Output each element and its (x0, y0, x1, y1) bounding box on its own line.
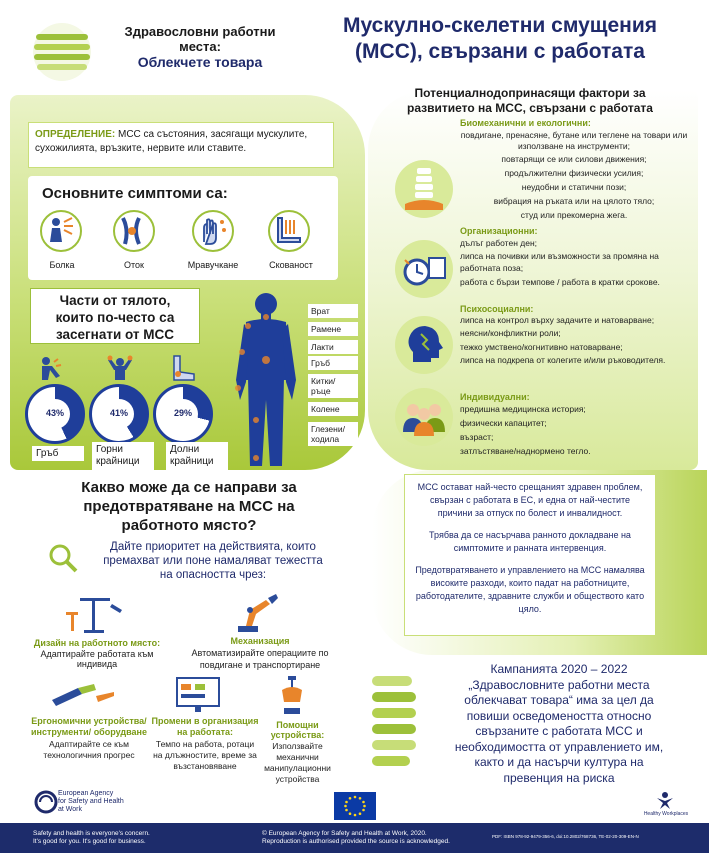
definition-label: ОПРЕДЕЛЕНИЕ: (35, 129, 116, 140)
organisation-title: Промени в организация на работата: (151, 716, 259, 737)
risk-factors-title-line1: Потенциалнодопринасящи фактори за (414, 86, 646, 100)
campaign-line-7: както и да насърчи култура на (474, 755, 644, 769)
stat-label-upper: Горни крайници (92, 442, 154, 470)
upper-limb-icon (104, 354, 136, 382)
workstation-icon (62, 592, 126, 634)
symptom-label-tingling: Мравучкане (187, 260, 239, 270)
spine-icon (395, 160, 453, 218)
mechanisation-title: Механизация (230, 636, 290, 646)
risk-item: работа с бързи темпове / работа в кратки срокове. (460, 277, 660, 287)
symptom-label-swelling: Оток (124, 260, 144, 270)
body-parts-title-line2: които по-често са (55, 310, 175, 325)
organisation-text: Темпо на работа, ротаци на длъжностите, време за възстановяване (153, 739, 257, 771)
prevention-title-line3: работното място? (121, 517, 257, 534)
definition-text: МСС са състояния, засягащи мускулите, сухожилията, връзките, нервите или ставите. (35, 129, 308, 154)
campaign-line-6: необходимостта от управлението им, (454, 739, 664, 754)
body-part-shoulders: Рамене (308, 322, 358, 336)
definition-box (28, 122, 334, 168)
prevention-intro-line3: на опасността чрез: (159, 569, 267, 581)
organisation-board-icon (175, 676, 221, 712)
symptom-label-pain: Болка (49, 260, 75, 270)
body-part-wrists: Китки/ ръце (308, 374, 358, 398)
risk-item: вибрация на ръката или на цялото тяло; (493, 196, 655, 206)
symptom-label-stiffness: Скованост (269, 260, 313, 270)
risk-item: дълъг работен ден; (460, 238, 538, 248)
design-title: Дизайн на работното място: (33, 638, 161, 648)
risk-group-biomechanical-head: Биомеханични и екологични: (460, 118, 591, 128)
symptoms-title: Основните симптоми са: (42, 185, 228, 202)
campaign-line3: Облекчете товара (137, 54, 263, 70)
risk-item: липса на контрол върху задачите и натоварване; (460, 315, 655, 325)
risk-item: неясни/конфликтни роли; (460, 328, 561, 338)
risk-item: затлъстяване/наднормено тегло. (460, 446, 591, 456)
prevention-title-line2: предотвратяване на МСС на (83, 498, 295, 515)
campaign-line-2: „Здравословните работни места (468, 677, 650, 692)
footer-left-line1: Safety and health is everyone's concern. (33, 830, 150, 837)
facts-box (404, 474, 656, 636)
campaign-line-8: превенция на риска (503, 770, 615, 785)
page-title-line2: (МСС), свързани с работата (355, 40, 645, 63)
pain-icon (40, 210, 82, 252)
robot-arm-icon (232, 590, 282, 634)
back-pain-icon (38, 356, 68, 382)
risk-item: повдигане, пренасяне, бутане или теглене на товари или използване на инструменти; (460, 130, 688, 151)
risk-item: повтарящи се или силови движения; (501, 154, 647, 164)
risk-group-psychosocial-head: Психосоциални: (460, 304, 534, 314)
page-title-line1: Мускулно-скелетни смущения (343, 14, 657, 37)
agency-line2: for Safety and Health (58, 798, 124, 805)
campaign-stripes-icon (372, 670, 416, 780)
mechanisation-text: Автоматизирайте операциите по повдигане и транспортиране (191, 648, 329, 670)
risk-group-organisational-head: Организационни: (460, 226, 538, 236)
campaign-line-5: свързаните с работата МСС и (475, 724, 643, 738)
body-part-neck: Врат (308, 304, 358, 318)
facts-paragraph-3: Предотвратяването и управлението на МСС намалява високите разходи, които падат на работниците, работодателите, здравните служби и обществото като цяло. (415, 565, 645, 614)
prevention-intro-line2: премахват или поне намаляват тежестта (103, 555, 323, 567)
clock-icon (395, 240, 453, 298)
body-part-elbows: Лакти (308, 340, 358, 354)
agency-line3: at Work (58, 806, 82, 813)
stat-label-lower: Долни крайници (166, 442, 228, 470)
hoist-icon (274, 674, 310, 716)
magnifier-icon (48, 543, 78, 573)
body-parts-title-line1: Части от тялото, (59, 293, 171, 308)
footer-bar (0, 823, 709, 853)
eu-flag-icon (334, 792, 376, 820)
risk-item: тежко умствено/когнитивно натоварване; (460, 342, 623, 352)
human-body-figure (226, 290, 306, 470)
stat-label-back: Гръб (32, 446, 84, 461)
risk-item: възраст; (460, 432, 494, 442)
assist-devices-title: Помощни устройства: (270, 720, 325, 740)
eu-osha-logo-icon (34, 790, 58, 814)
facts-paragraph-1: МСС остават най-често срещаният здравен проблем, свързан с работата в ЕС, и една от най-честите причини за отпуск по болест и инвалидност. (417, 482, 643, 518)
campaign-logo-icon (32, 22, 92, 82)
footer-mid-line1: © European Agency for Safety and Health at Work, 2020. (262, 830, 427, 837)
tingling-icon (192, 210, 234, 252)
footer-mid-line2: Reproduction is authorised provided the source is acknowledged. (262, 838, 450, 845)
risk-factors-title-line2: развитието на МСС, свързани с работата (407, 101, 653, 115)
ergonomic-title: Ергономични устройства/ инструменти/ оборудване (31, 716, 147, 737)
design-text: Адаптирайте работата към индивида (40, 649, 154, 669)
swelling-icon (113, 210, 155, 252)
campaign-line-3: облекчават товара“ има за цел да (464, 693, 654, 707)
risk-item: неудобни и статични пози; (521, 182, 627, 192)
head-icon (395, 316, 453, 374)
facts-paragraph-2: Трябва да се насърчава ранното докладване на симптомите и ранната интервенция. (429, 530, 631, 553)
stiffness-icon (268, 210, 310, 252)
risk-item: продължителни физически усилия; (504, 168, 644, 178)
risk-group-individual-head: Индивидуални: (460, 392, 530, 402)
body-parts-title (30, 288, 200, 344)
risk-item: студ или прекомерна жега. (520, 210, 628, 220)
body-part-back: Гръб (308, 356, 358, 370)
footer-left-line2: It's good for you. It's good for business. (33, 838, 146, 845)
agency-line1: European Agency (58, 790, 114, 797)
prevention-title-line1: Какво може да се направи за (81, 479, 297, 496)
lower-limb-percent-label: 29% (173, 408, 192, 418)
ergonomic-text: Адаптирайте се към технологичния прогрес (43, 739, 135, 760)
healthy-workplaces-logo-icon (654, 790, 676, 810)
lower-limb-icon (166, 354, 198, 382)
campaign-line1: Здравословни работни (124, 24, 276, 39)
back-percent-label: 43% (45, 408, 64, 418)
risk-item: предишна медицинска история; (460, 404, 586, 414)
body-parts-title-line3: засегнати от МСС (55, 327, 175, 342)
campaign-line-1: Кампанията 2020 – 2022 (490, 662, 628, 676)
footer-isbn: PDF: ISBN 978-92-9479-356-6, doi:10.2802/768736, TE-02-20-309-EN-N (492, 834, 639, 839)
prevention-intro-line1: Дайте приоритет на действията, които (110, 541, 316, 553)
risk-item: физически капацитет; (460, 418, 547, 428)
tools-icon (48, 680, 118, 712)
risk-item: липса на почивки или възможности за промяна на работната поза; (460, 251, 659, 273)
people-icon (395, 388, 453, 446)
assist-devices-text: Използвайте механични манипулационни устройства (264, 741, 331, 784)
body-part-knees: Колене (308, 402, 358, 416)
campaign-line2: места: (179, 39, 221, 54)
upper-limb-percent-label: 41% (109, 408, 128, 418)
campaign-line-4: повиши осведомеността относно (466, 708, 652, 723)
healthy-workplaces-label: Healthy Workplaces (643, 811, 689, 817)
body-part-ankles: Глезени/ ходила (308, 422, 358, 446)
risk-item: липса на подкрепа от колегите и/или ръководителя. (460, 355, 666, 365)
